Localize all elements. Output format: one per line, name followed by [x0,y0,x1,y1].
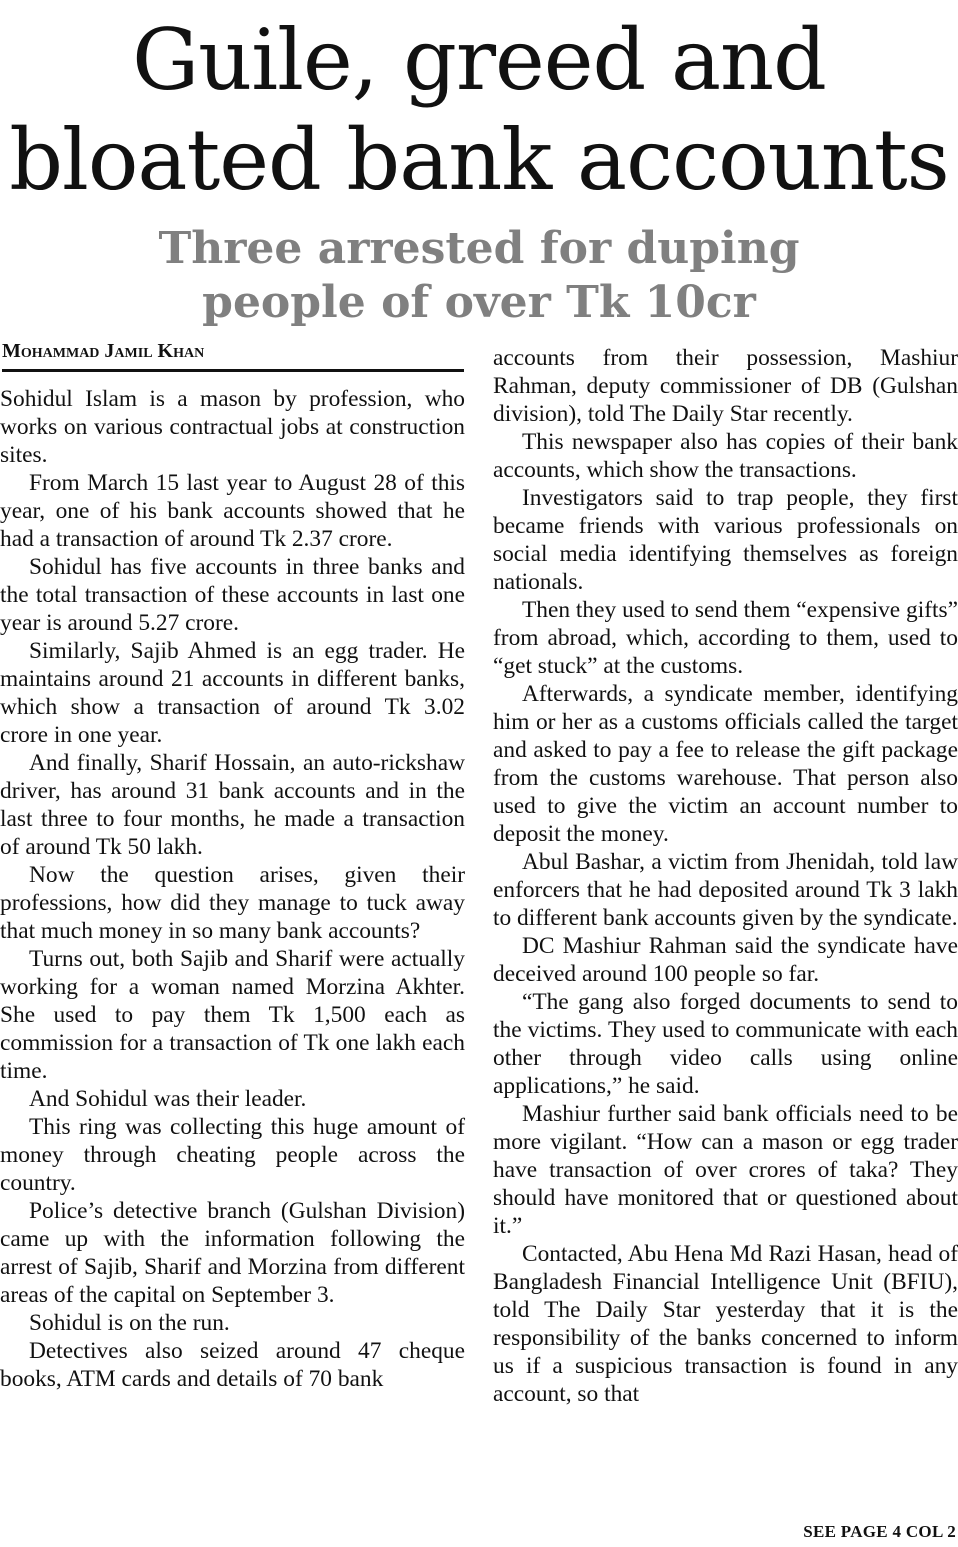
paragraph: Investigators said to trap people, they first became friends with various professionals on social media identifying themselves as foreign nationals. [493,485,958,595]
paragraph: Similarly, Sajib Ahmed is an egg trader. He maintains around 21 accounts in different banks, which show a transaction of around Tk 3.02 crore in one year. [0,638,465,748]
headline-line-2: bloated bank accounts [9,111,949,209]
paragraph: Mashiur further said bank officials need to be more vigilant. “How can a mason or egg trader have transaction of over crores of taka? They should have monitored that or questioned about it.” [493,1101,958,1239]
paragraph: This newspaper also has copies of their bank accounts, which show the transactions. [493,429,958,483]
paragraph: Contacted, Abu Hena Md Razi Hasan, head of Bangladesh Financial Intelligence Unit (BFIU), told The Daily Star yesterday that it is the responsibility of the banks concerned to inform us if a suspicious transaction is found in any account, so that [493,1241,958,1407]
paragraph: Sohidul is on the run. [29,1310,230,1336]
paragraph: Turns out, both Sajib and Sharif were actually working for a woman named Morzina Akhter. She used to pay them Tk 1,500 each as commission for a transaction of Tk one lakh each time. [0,946,465,1084]
paragraph: “The gang also forged documents to send to the victims. They used to communicate with each other through video calls using online applications,” he said. [493,989,958,1099]
paragraph: DC Mashiur Rahman said the syndicate have deceived around 100 people so far. [493,933,958,987]
paragraph: Abul Bashar, a victim from Jhenidah, told law enforcers that he had deposited around Tk 3 lakh to different bank accounts given by the syndicate. [493,849,958,931]
paragraph: accounts from their possession, Mashiur Rahman, deputy commissioner of DB (Gulshan division), told The Daily Star recently. [493,345,958,427]
paragraph: Afterwards, a syndicate member, identifying him or her as a customs officials called the target and asked to pay a fee to release the gift package from the customs warehouse. That person also used to give the victim an account number to deposit the money. [493,681,958,847]
continuation-jump-line: SEE PAGE 4 COL 2 [803,1522,956,1541]
article-column-1 [0,385,465,1393]
paragraph: Detectives also seized around 47 cheque books, ATM cards and details of 70 bank [0,1338,465,1392]
subheadline [0,222,958,330]
headline [0,10,958,210]
paragraph: From March 15 last year to August 28 of this year, one of his bank accounts showed that he had a transaction of around Tk 2.37 crore. [0,470,465,552]
paragraph: Sohidul has five accounts in three banks and the total transaction of these accounts in last one year is around 5.27 crore. [0,554,465,636]
paragraph: And Sohidul was their leader. [29,1086,307,1112]
subheadline-line-2: people of over Tk 10cr [202,277,756,328]
paragraph: Then they used to send them “expensive gifts” from abroad, which, according to them, used to “get stuck” at the customs. [493,597,958,679]
article-column-2 [493,344,958,1408]
paragraph: This ring was collecting this huge amount of money through cheating people across the country. [0,1114,465,1196]
paragraph: Now the question arises, given their professions, how did they manage to tuck away that much money in so many bank accounts? [0,862,465,944]
byline: Mohammad Jamil Khan [2,340,464,372]
headline-line-1: Guile, greed and [132,11,826,109]
paragraph: Sohidul Islam is a mason by profession, who works on various contractual jobs at construction sites. [0,386,465,468]
subheadline-line-1: Three arrested for duping [158,223,800,274]
paragraph: Police’s detective branch (Gulshan Division) came up with the information following the arrest of Sajib, Sharif and Morzina from different areas of the capital on September 3. [0,1198,465,1308]
paragraph: And finally, Sharif Hossain, an auto-rickshaw driver, has around 31 bank accounts and in the last three to four months, he made a transaction of around Tk 50 lakh. [0,750,465,860]
